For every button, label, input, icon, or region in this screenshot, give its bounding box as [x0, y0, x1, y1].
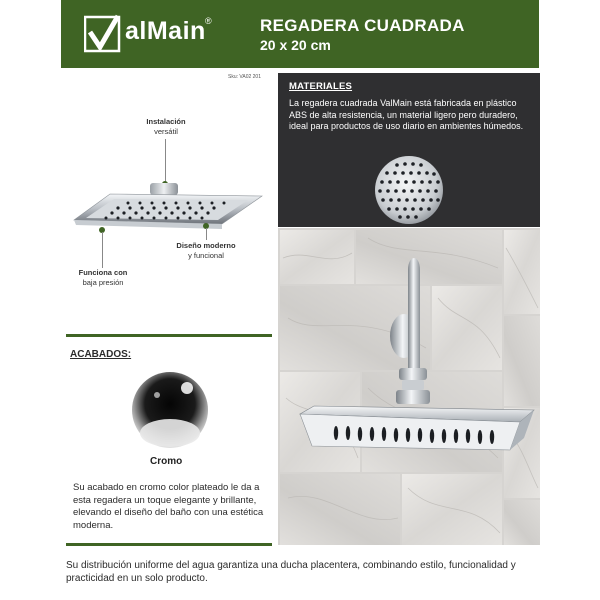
callout-pressure-line — [102, 232, 103, 268]
section-divider-bottom — [66, 543, 272, 546]
callout-design — [168, 241, 244, 261]
section-divider — [66, 334, 272, 337]
callout-installation-sub: versátil — [154, 127, 178, 136]
callout-installation — [138, 117, 194, 137]
sku-label: Sku: VA02 201 — [228, 74, 261, 80]
callout-pressure-title: Funciona con — [78, 268, 128, 277]
page-subtitle: 20 x 20 cm — [260, 37, 331, 53]
brand-name: alMain — [125, 17, 206, 45]
materials-heading: MATERIALES — [289, 81, 353, 92]
finishes-heading: ACABADOS: — [70, 349, 132, 360]
callout-pressure — [72, 268, 134, 288]
footer-description: Su distribución uniforme del agua garantiza una ducha placentera, combinando estilo, funcionalidad y practicidad en un solo producto. — [66, 560, 516, 584]
registered-mark: ® — [205, 16, 212, 26]
callout-design-line — [206, 228, 207, 240]
page-title: REGADERA CUADRADA — [260, 16, 465, 35]
callout-installation-line — [165, 139, 166, 185]
finish-description: Su acabado en cromo color plateado le da a esta regadera un toque elegante y brillante, elevando el diseño del baño con una estética moderna. — [73, 482, 264, 531]
abs-material-closeup-icon — [372, 155, 446, 225]
materials-description: La regadera cuadrada ValMain está fabricada en plástico ABS de alta resistencia, un material ligero pero duradero, ideal para productos de uso diario en ambientes húmedos. — [289, 98, 524, 131]
callout-installation-title: Instalación — [146, 117, 186, 126]
callout-design-title: Diseño moderno — [176, 241, 236, 250]
finish-name: Cromo — [150, 456, 183, 467]
chrome-finish-swatch-icon — [131, 371, 209, 449]
callout-design-sub: y funcional — [188, 251, 224, 260]
installed-shower-photo — [278, 228, 540, 545]
callout-pressure-sub: baja presión — [82, 278, 124, 287]
